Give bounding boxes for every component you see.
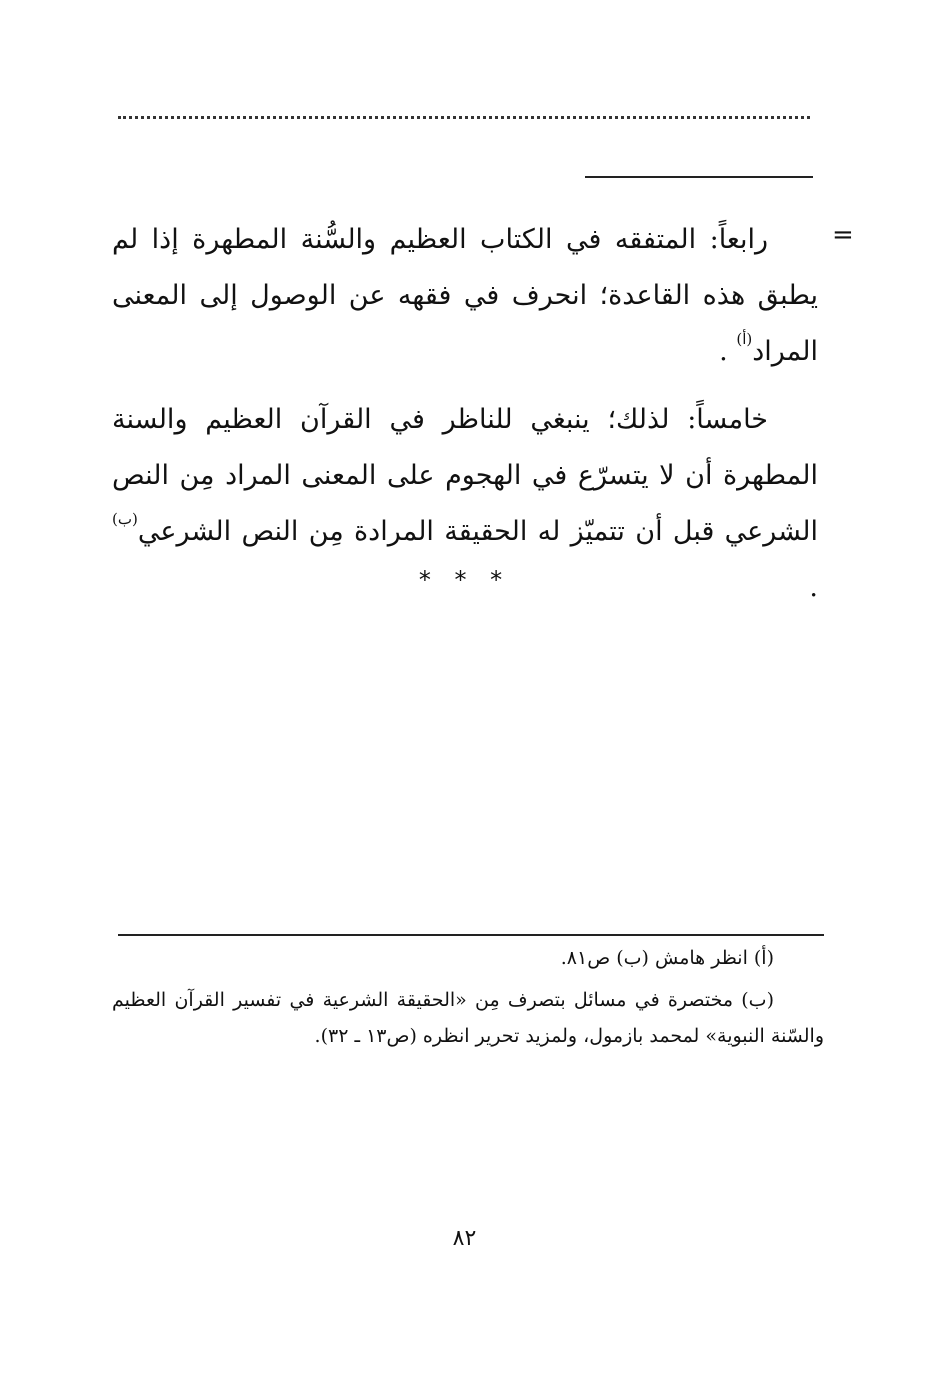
- page-number: ٨٢: [452, 1226, 477, 1251]
- paragraph-fourth-end: .: [719, 336, 728, 367]
- footnote-a: (أ) انظر هامش (ب) ص٨١.: [560, 947, 774, 969]
- footnote-b: (ب) مختصرة في مسائل بتصرف مِن «الحقيقة الشرعية في تفسير القرآن العظيم والسّنة النبوية» لمحمد بازمول، ولمزيد تحرير انظره (ص١٣ ـ ٣٢).: [112, 989, 824, 1047]
- footnote-rule: [118, 934, 824, 936]
- continuation-mark: =: [832, 220, 854, 250]
- main-text: [112, 212, 818, 616]
- footnote-ref-b: (ب): [112, 510, 138, 528]
- section-separator: * * *: [418, 566, 511, 594]
- footnote-ref-a: (أ): [736, 330, 753, 348]
- header-dotted-line: [118, 116, 810, 119]
- footnotes: [112, 940, 824, 1054]
- paragraph-fifth-text: خامساً: لذلك؛ ينبغي للناظر في القرآن العظيم والسنة المطهرة أن لا يتسرّع في الهجوم على المعنى المراد مِن النص الشرعي قبل أن تتميّز له الحقيقة المرادة مِن النص الشرعي: [112, 404, 818, 547]
- paragraph-fourth: [112, 212, 818, 380]
- continuation-rule: [585, 176, 813, 178]
- paragraph-fifth-end: .: [809, 572, 818, 603]
- paragraph-fourth-text: رابعاً: المتفقه في الكتاب العظيم والسُّنة المطهرة إذا لم يطبق هذه القاعدة؛ انحرف في فقهه عن الوصول إلى المعنى المراد: [112, 224, 818, 367]
